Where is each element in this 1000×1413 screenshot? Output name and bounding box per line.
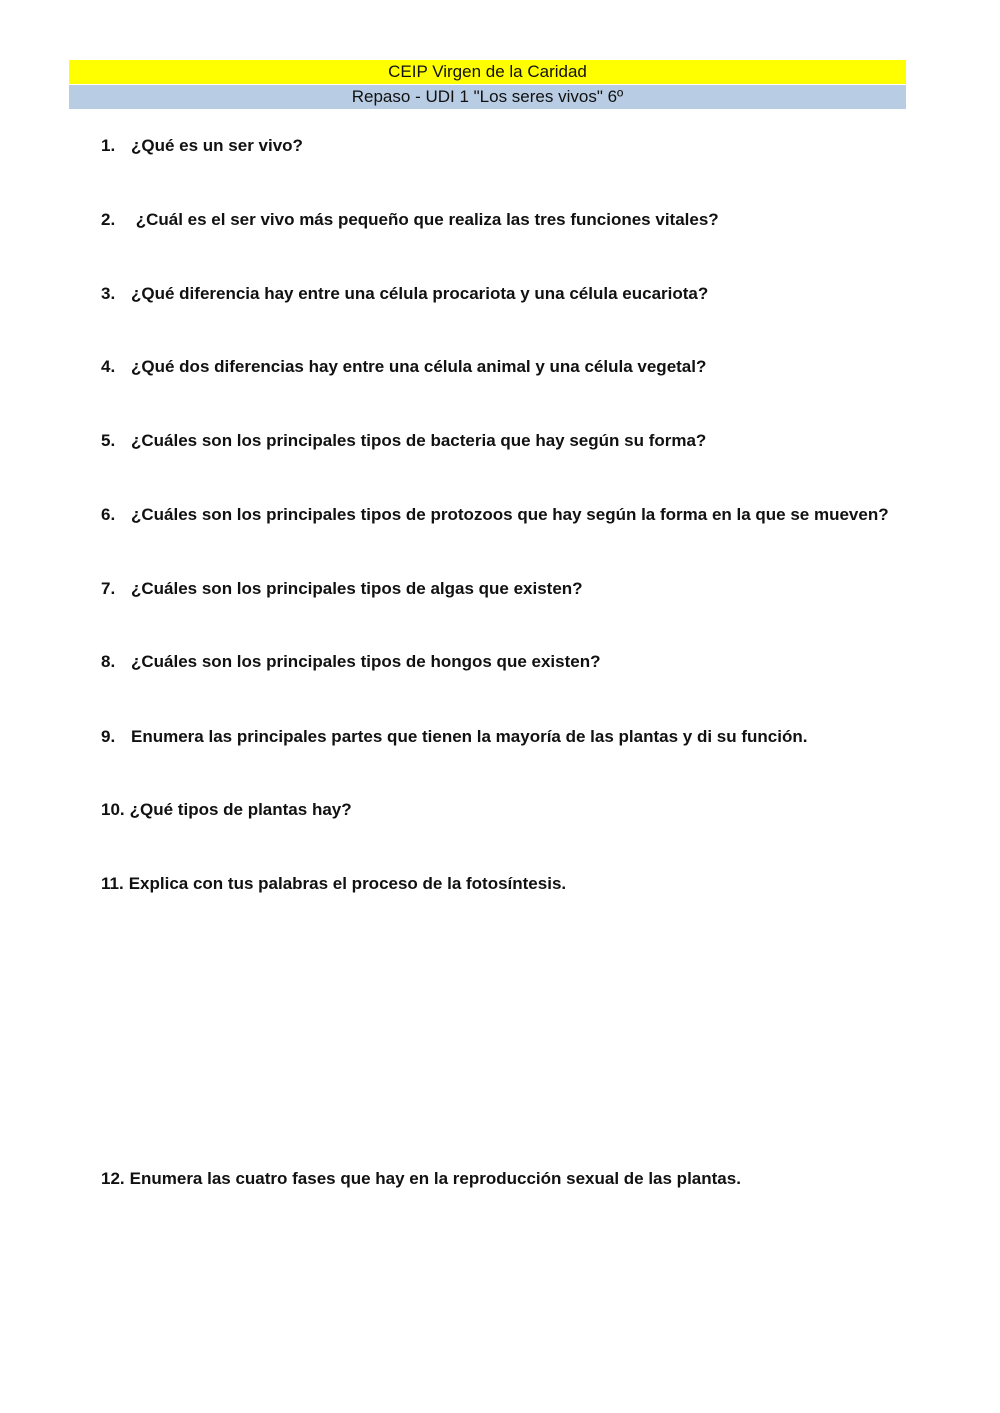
question-text: ¿Cuáles son los principales tipos de hongos que existen? [131,652,601,671]
question-text: Enumera las principales partes que tienen la mayoría de las plantas y di su función. [131,727,808,746]
question-text: ¿Cuáles son los principales tipos de algas que existen? [131,579,583,598]
question-number: 7. [101,579,116,598]
question-5 [101,430,706,452]
worksheet-title: Repaso - UDI 1 "Los seres vivos" 6º [351,87,624,106]
question-3 [101,283,708,305]
question-number: 4. [101,357,116,376]
question-number: 10. [101,800,125,819]
question-text: Enumera las cuatro fases que hay en la reproducción sexual de las plantas. [129,1169,741,1188]
question-4 [101,356,706,378]
worksheet-title-banner [69,85,906,109]
question-text: ¿Qué diferencia hay entre una célula procariota y una célula eucariota? [131,284,709,303]
question-text: ¿Qué dos diferencias hay entre una célula animal y una célula vegetal? [131,357,707,376]
school-name: CEIP Virgen de la Caridad [388,62,587,81]
question-text: ¿Cuáles son los principales tipos de bacteria que hay según su forma? [131,431,707,450]
question-number: 6. [101,505,116,524]
question-text: ¿Qué tipos de plantas hay? [129,800,352,819]
question-number: 12. [101,1169,125,1188]
question-number: 11. [101,874,124,893]
question-number: 2. [101,210,116,229]
question-number: 9. [101,727,116,746]
question-number: 5. [101,431,116,450]
question-text: ¿Cuáles son los principales tipos de protozoos que hay según la forma en la que se mueven? [131,505,889,524]
question-6 [101,504,889,526]
question-2 [101,209,719,231]
question-number: 1. [101,136,116,155]
question-text: ¿Cuál es el ser vivo más pequeño que realiza las tres funciones vitales? [131,210,719,229]
question-10 [101,799,352,821]
question-text: ¿Qué es un ser vivo? [131,136,303,155]
question-12 [101,1168,741,1190]
question-9 [101,726,807,748]
question-text: Explica con tus palabras el proceso de la fotosíntesis. [128,874,567,893]
question-8 [101,651,600,673]
question-number: 3. [101,284,116,303]
question-7 [101,578,583,600]
question-11 [101,873,566,895]
school-name-banner [69,60,906,84]
question-number: 8. [101,652,116,671]
question-1 [101,135,303,157]
